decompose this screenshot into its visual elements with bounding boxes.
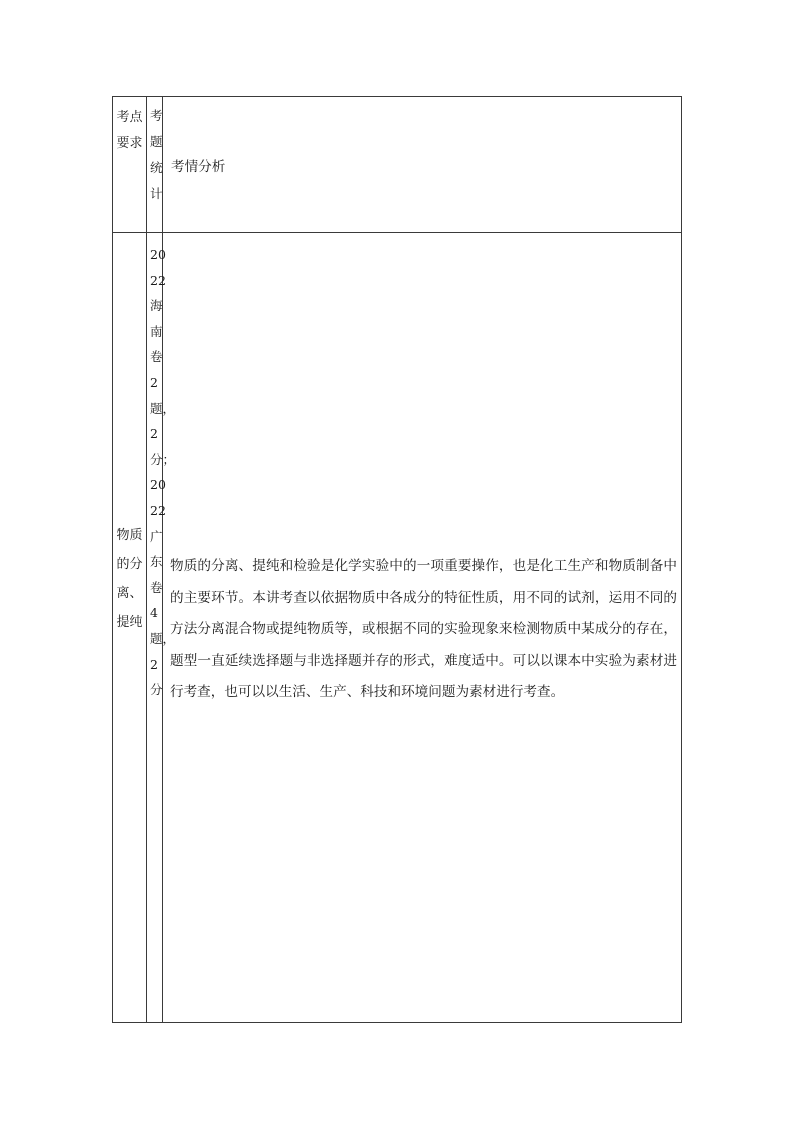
column-divider (146, 97, 147, 1022)
analysis-table (112, 96, 682, 1023)
analysis-cell: 物质的分离、提纯和检验是化学实验中的一项重要操作，也是化工生产和物质制备中的主要环节。本讲考查以依据物质中各成分的特征性质，用不同的试剂，运用不同的方法分离混合物或提纯物质等，或根据不同的实验现象来检测物质中某成分的存在，题型一直延续选择题与非选择题并存的形式，难度适中。可以以课本中实验为素材进行考查，也可以以生活、生产、科技和环境问题为素材进行考查。 (170, 558, 677, 700)
statistics-cell: 2022海南卷2题，2分；2022广东卷4题，2分 (150, 247, 176, 698)
header-cell-analysis: 考情分析 (171, 159, 226, 175)
header-cell-statistics: 考题统计 (150, 108, 163, 201)
topic-cell: 物质的分离、提纯 (116, 528, 143, 630)
row-divider (113, 232, 681, 233)
header-cell-requirements: 考点要求 (116, 110, 143, 151)
